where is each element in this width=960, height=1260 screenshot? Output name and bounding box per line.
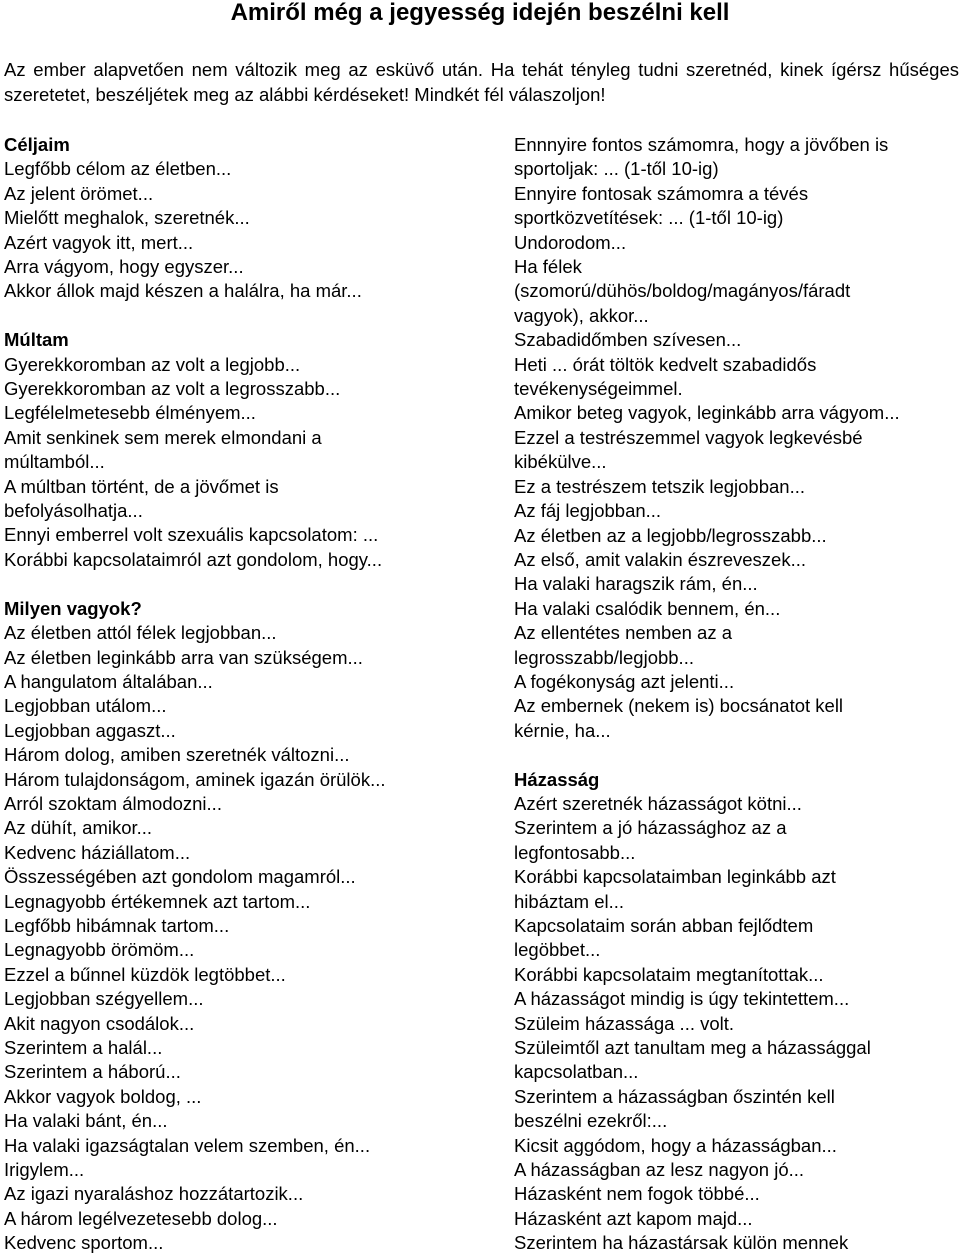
question-line: kibékülve... [514, 451, 607, 473]
question-line: Mielőtt meghalok, szeretnék... [4, 207, 250, 229]
question-line: Legnagyobb örömöm... [4, 939, 195, 961]
question-line: legrosszabb/legjobb... [514, 646, 694, 668]
question-line: Az igazi nyaraláshoz hozzátartozik... [4, 1183, 304, 1205]
question-line: Akkor állok majd készen a halálra, ha már... [4, 280, 362, 302]
right-column [514, 133, 958, 1256]
question-line: Ennyire fontosak számomra a tévés [514, 182, 809, 204]
question-line: Heti ... órát töltök kedvelt szabadidős [514, 353, 817, 375]
question-line: A házasságot mindig is úgy tekintettem... [514, 988, 850, 1010]
question-line: Gyerekkoromban az volt a legjobb... [4, 353, 301, 375]
question-line: A fogékonyság azt jelenti... [514, 670, 735, 692]
question-line: Kicsit aggódom, hogy a házasságban... [514, 1134, 837, 1156]
question-line: Undorodom... [514, 231, 627, 253]
question-line: Az dühít, amikor... [4, 817, 153, 839]
question-line: Szabadidőmben szívesen... [514, 329, 742, 351]
question-line: Az embernek (nekem is) bocsánatot kell [514, 695, 844, 717]
question-line: Szerintem a halál... [4, 1037, 163, 1058]
section-heading-past: Múltam [4, 329, 69, 351]
who-list [4, 621, 484, 1256]
question-line: sportoljak: ... (1-től 10-ig) [514, 158, 719, 180]
question-line: beszélni ezekről:... [514, 1110, 668, 1132]
question-line: Házasként nem fogok többé... [514, 1183, 760, 1205]
left-column [4, 133, 484, 1256]
question-line: Szerintem ha házastársak külön mennek [514, 1232, 849, 1254]
question-line: Ha félek [514, 256, 582, 278]
intro-paragraph: Az ember alapvetően nem változik meg az esküvő után. Ha tehát tényleg tudni szeretnéd, kinek ígérsz hűséges szeretetet, beszéljétek meg az alábbi kérdéseket! Mindkét fél válaszoljon! [4, 59, 959, 105]
question-line: Ha valaki csalódik bennem, én... [514, 597, 781, 619]
question-line: Arról szoktam álmodozni... [4, 792, 222, 814]
question-line: Az életben attól félek legjobban... [4, 622, 277, 644]
question-line: (szomorú/dühös/boldog/magányos/fáradt [514, 280, 851, 302]
question-line: A házasságban az lesz nagyon jó... [514, 1159, 805, 1181]
question-line: Korábbi kapcsolataim megtanítottak... [514, 963, 824, 985]
section-heading-marriage: Házasság [514, 768, 600, 790]
question-line: Ha valaki bánt, én... [4, 1110, 168, 1132]
question-line: Gyerekkoromban az volt a legrosszabb... [4, 378, 341, 400]
question-line: Kedvenc sportom... [4, 1232, 164, 1254]
question-line: Legfőbb hibámnak tartom... [4, 914, 230, 936]
question-line: Ha valaki haragszik rám, én... [514, 573, 758, 595]
question-line: Szüleim házassága ... volt. [514, 1012, 735, 1034]
question-line: Az ellentétes nemben az a [514, 622, 733, 644]
question-line: Szüleimtől azt tanultam meg a házassággal [514, 1037, 871, 1059]
question-line: legöbbet... [514, 939, 601, 961]
question-line: vagyok), akkor... [514, 304, 649, 326]
question-line: Amikor beteg vagyok, leginkább arra vágyom... [514, 402, 900, 424]
question-line: Irigylem... [4, 1159, 85, 1181]
question-line: Ennyi emberrel volt szexuális kapcsolatom: ... [4, 524, 379, 546]
question-line: Három tulajdonságom, aminek igazán örülök... [4, 768, 386, 790]
question-line: Az életben az a legjobb/legrosszabb... [514, 524, 827, 546]
question-line: Ennnyire fontos számomra, hogy a jövőben is [514, 134, 889, 155]
question-line: tevékenységeimmel. [514, 378, 683, 400]
question-line: Ezzel a bűnnel küzdök legtöbbet... [4, 963, 286, 985]
question-line: A múltban történt, de a jövőmet is [4, 475, 279, 497]
question-line: A hangulatom általában... [4, 670, 213, 692]
question-line: Ez a testrészem tetszik legjobban... [514, 475, 805, 497]
marriage-list [514, 792, 958, 1256]
question-line: Szerintem a háború... [4, 1061, 181, 1083]
question-line: Akkor vagyok boldog, ... [4, 1085, 202, 1107]
question-line: Korábbi kapcsolataimról azt gondolom, hogy... [4, 548, 383, 570]
question-line: kérnie, ha... [514, 719, 611, 741]
question-line: Ezzel a testrészemmel vagyok legkevésbé [514, 426, 863, 448]
question-line: legfontosabb... [514, 841, 636, 863]
question-line: Legjobban aggaszt... [4, 719, 176, 741]
section-heading-who: Milyen vagyok? [4, 597, 142, 619]
question-line: Azért vagyok itt, mert... [4, 231, 194, 253]
goals-list [4, 157, 484, 303]
question-line: befolyásolhatja... [4, 500, 143, 522]
question-line: Ha valaki igazságtalan velem szemben, én... [4, 1134, 371, 1156]
question-line: Három dolog, amiben szeretnék változni... [4, 744, 350, 766]
question-line: Legnagyobb értékemnek azt tartom... [4, 890, 311, 912]
question-line: Szerintem a jó házassághoz az a [514, 817, 787, 839]
question-line: Legjobban utálom... [4, 695, 167, 717]
question-line: kapcsolatban... [514, 1061, 639, 1083]
question-line: Legfélelmetesebb élményem... [4, 402, 256, 424]
question-line: hibáztam el... [514, 890, 625, 912]
question-line: Összességében azt gondolom magamról... [4, 866, 356, 888]
page-title: Amiről még a jegyesség idején beszélni kell [230, 0, 730, 26]
question-line: Az első, amit valakin észreveszek... [514, 548, 806, 570]
past-list [4, 353, 484, 573]
question-line: Legfőbb célom az életben... [4, 158, 232, 180]
question-line: sportközvetítések: ... (1-től 10-ig) [514, 207, 784, 229]
question-line: Kapcsolataim során abban fejlődtem [514, 914, 814, 936]
question-line: Házasként azt kapom majd... [514, 1207, 753, 1229]
question-line: Az életben leginkább arra van szükségem... [4, 646, 363, 668]
question-line: Az fáj legjobban... [514, 500, 662, 522]
question-line: Amit senkinek sem merek elmondani a [4, 426, 322, 448]
question-line: Legjobban szégyellem... [4, 988, 204, 1010]
question-line: Az jelent örömet... [4, 182, 154, 204]
question-line: Akit nagyon csodálok... [4, 1012, 195, 1034]
section-heading-goals: Céljaim [4, 134, 70, 155]
question-line: Korábbi kapcsolataimban leginkább azt [514, 866, 836, 888]
question-line: múltamból... [4, 451, 105, 473]
question-line: A három legélvezetesebb dolog... [4, 1207, 278, 1229]
question-line: Arra vágyom, hogy egyszer... [4, 256, 244, 278]
misc-list [514, 133, 958, 743]
question-line: Szerintem a házasságban őszintén kell [514, 1085, 835, 1107]
question-line: Azért szeretnék házasságot kötni... [514, 792, 802, 814]
question-line: Kedvenc háziállatom... [4, 841, 191, 863]
